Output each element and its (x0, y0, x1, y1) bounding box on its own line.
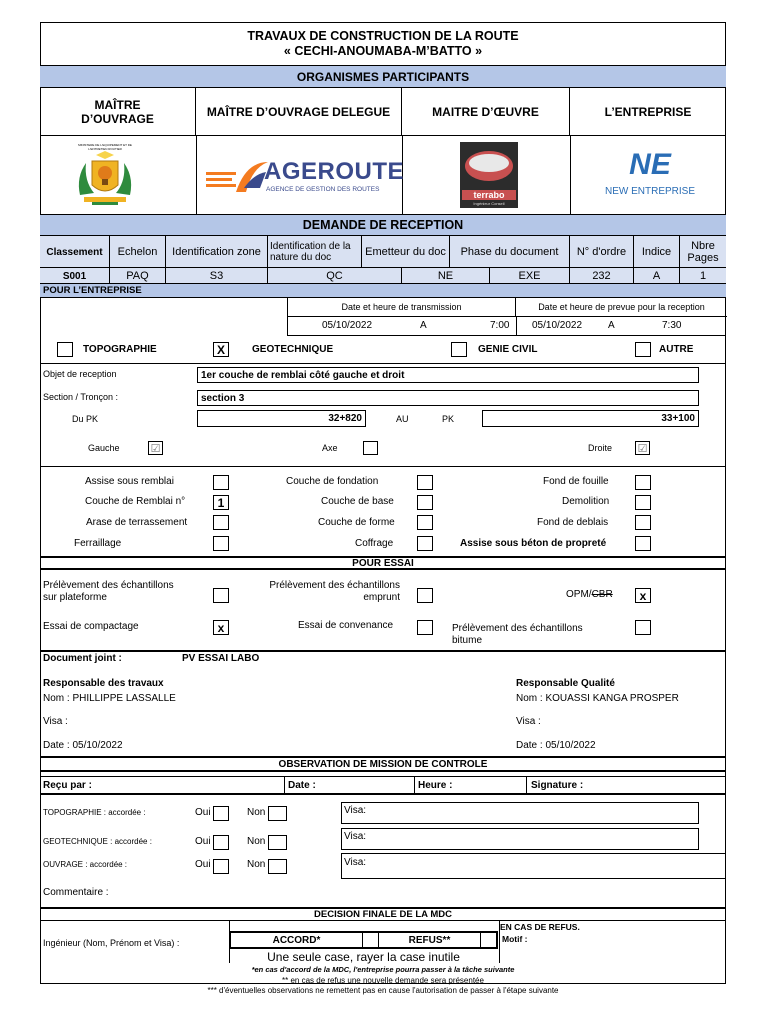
axe-label: Axe (322, 443, 338, 453)
au-label: AU (396, 414, 409, 424)
ne-mark: NE (629, 148, 671, 181)
ageroute-tagline: AGENCE DE GESTION DES ROUTES (266, 186, 380, 193)
ageroute-swoosh-icon (206, 158, 270, 196)
col-nbre-pages: Nbre Pages (687, 240, 719, 264)
val-classement: S001 (40, 268, 110, 284)
val-indice: A (634, 268, 680, 284)
col-emetteur: Emetteur du doc (362, 236, 450, 268)
topo-accordee-label: TOPOGRAPHIE : accordée : (43, 808, 146, 817)
geotechnique-label: GEOTECHNIQUE (252, 344, 334, 355)
assise-beton-checkbox[interactable] (635, 536, 651, 551)
pk-label: PK (442, 414, 455, 424)
ouvrage-non-checkbox[interactable] (268, 859, 287, 874)
prelev-bitume-checkbox[interactable] (635, 620, 651, 635)
resp-travaux-nom-value: PHILLIPPE LASSALLE (72, 693, 176, 704)
accord-label: ACCORD* (231, 933, 363, 947)
geo-oui-checkbox[interactable] (213, 835, 229, 850)
form-title (40, 22, 726, 66)
en-cas-refus-label: EN CAS DE REFUS. (500, 922, 580, 932)
objet-label: Objet de reception (43, 369, 117, 379)
val-echelon: PAQ (110, 268, 166, 284)
resp-travaux-visa: Visa : (43, 716, 68, 727)
prelev-bitume-line1: Prélèvement des échantillons (452, 623, 583, 634)
convenance-label: Essai de convenance (298, 620, 394, 631)
resp-qualite-date (516, 740, 596, 751)
genie-civil-label: GENIE CIVIL (478, 344, 538, 355)
observation-banner: OBSERVATION DE MISSION DE CONTROLE (40, 756, 726, 772)
col-classement: Classement (40, 236, 110, 268)
heure-label: Heure : (415, 777, 527, 794)
couche-forme-checkbox[interactable] (417, 515, 433, 530)
du-pk-label: Du PK (72, 414, 99, 424)
assise-sous-remblai-label: Assise sous remblai (85, 476, 174, 487)
resp-travaux-date-label: Date : (43, 740, 70, 751)
prelev-emprunt-line1: Prélèvement des échantillons (269, 580, 400, 591)
resp-travaux-nom (43, 693, 176, 704)
ouvrage-oui-label: Oui (195, 859, 211, 870)
arase-label: Arase de terrassement (86, 517, 188, 528)
fond-fouille-label: Fond de fouille (543, 476, 609, 487)
droite-label: Droite (588, 443, 613, 453)
ingenieur-label: Ingénieur (Nom, Prénom et Visa) : (43, 938, 180, 948)
prelev-plateforme-line2: sur plateforme (43, 592, 107, 603)
compactage-checkbox[interactable]: x (213, 620, 229, 635)
convenance-checkbox[interactable] (417, 620, 433, 635)
gauche-label: Gauche (88, 443, 120, 453)
resp-travaux-title: Responsable des travaux (43, 678, 164, 689)
resp-qualite-nom-label: Nom : (516, 693, 543, 704)
topographie-checkbox[interactable] (57, 342, 73, 357)
prelev-emprunt-label (260, 580, 400, 604)
genie-civil-checkbox[interactable] (451, 342, 467, 357)
resp-travaux-date (43, 740, 123, 751)
val-nbre-pages: 1 (699, 270, 707, 282)
geo-oui-label: Oui (195, 836, 211, 847)
ouvrage-non-label: Non (247, 859, 266, 870)
demande-banner: DEMANDE DE RECEPTION (40, 215, 726, 236)
signature-label: Signature : (531, 780, 584, 791)
axe-checkbox[interactable] (363, 441, 378, 455)
col-indice: Indice (634, 236, 680, 268)
transmission-a: A (420, 320, 427, 331)
terrabo-globe-icon (460, 142, 518, 188)
prevue-a: A (608, 320, 615, 331)
col-phase: Phase du document (450, 236, 570, 268)
demolition-checkbox[interactable] (635, 495, 651, 510)
val-phase: EXE (490, 268, 570, 284)
resp-qualite-visa: Visa : (516, 716, 541, 727)
title-line-2: « CECHI-ANOUMABA-M’BATTO » (283, 43, 483, 58)
essai-banner: POUR ESSAI (40, 556, 726, 570)
prelev-plateforme-checkbox[interactable] (213, 588, 229, 603)
topo-oui-checkbox[interactable] (213, 806, 229, 821)
au-pk-field[interactable]: 33+100 (482, 410, 699, 427)
couche-base-label: Couche de base (321, 496, 394, 507)
col-ordre: N° d'ordre (570, 236, 634, 268)
prelev-plateforme-label (43, 580, 174, 604)
val-nature: QC (268, 268, 402, 284)
col-echelon: Echelon (110, 236, 166, 268)
resp-travaux-date-value: 05/10/2022 (72, 740, 123, 751)
role-entreprise: L’ENTREPRISE (604, 105, 692, 119)
resp-qualite-title: Responsable Qualité (516, 678, 615, 689)
geo-accordee-label: GEOTECHNIQUE : accordée : (43, 837, 152, 846)
arase-checkbox[interactable] (213, 515, 229, 530)
val-zone: S3 (166, 268, 268, 284)
couche-remblai-label: Couche de Remblai n° (85, 496, 186, 507)
recu-par-label: Reçu par : (43, 777, 285, 794)
new-entreprise-logo (600, 148, 700, 204)
prevue-time: 7:30 (662, 320, 682, 331)
autre-checkbox[interactable] (635, 342, 651, 357)
refus-label: REFUS** (379, 933, 481, 947)
opm-cbr-label (566, 589, 613, 600)
document-joint-label: Document joint : (43, 653, 122, 664)
accord-checkbox[interactable] (363, 933, 379, 947)
terrabo-logo (460, 142, 518, 208)
droite-checkbox[interactable]: ☑ (635, 441, 650, 455)
assise-beton-label: Assise sous béton de propreté (460, 538, 607, 549)
transmission-label: Date et heure de transmission (288, 298, 516, 317)
transmission-time: 7:00 (490, 320, 510, 331)
ministere-logo (74, 144, 136, 210)
coat-of-arms-icon (74, 151, 136, 209)
topo-non-checkbox[interactable] (268, 806, 287, 821)
opm-cbr-checkbox[interactable]: x (635, 588, 651, 603)
gauche-checkbox[interactable]: ☑ (148, 441, 163, 455)
assise-sous-remblai-checkbox[interactable] (213, 475, 229, 490)
couche-forme-label: Couche de forme (318, 517, 395, 528)
ferraillage-checkbox[interactable] (213, 536, 229, 551)
ouvrage-visa-field[interactable]: Visa: (341, 853, 726, 879)
transmission-block (287, 298, 726, 336)
compactage-label: Essai de compactage (43, 621, 139, 632)
title-line-1: TRAVAUX DE CONSTRUCTION DE LA ROUTE (247, 28, 519, 43)
organismes-banner: ORGANISMES PARTICIPANTS (40, 66, 726, 88)
resp-travaux-nom-label: Nom : (43, 693, 70, 704)
autre-label: AUTRE (659, 344, 694, 355)
document-joint-value: PV ESSAI LABO (182, 653, 260, 664)
ageroute-logo (206, 158, 405, 198)
section-field[interactable]: section 3 (197, 390, 699, 406)
geo-non-checkbox[interactable] (268, 835, 287, 850)
topo-oui-label: Oui (195, 807, 211, 818)
geotechnique-checkbox[interactable]: X (213, 342, 229, 357)
resp-qualite-nom-value: KOUASSI KANGA PROSPER (545, 693, 679, 704)
prelev-plateforme-line1: Prélèvement des échantillons (43, 580, 174, 591)
cbr-struck: CBR (591, 589, 613, 600)
refus-checkbox[interactable] (481, 933, 496, 947)
couche-fondation-checkbox[interactable] (417, 475, 433, 490)
prelev-bitume-line2: bitume (452, 635, 483, 646)
ne-name: NEW ENTREPRISE (604, 186, 695, 197)
topo-visa-field[interactable]: Visa: (341, 802, 699, 824)
col-identification-zone: Identification zone (166, 236, 268, 268)
footnote-1: *en cas d'accord de la MDC, l'entreprise pourra passer à la tâche suivante (251, 964, 515, 974)
ouvrage-accordee-label: OUVRAGE : accordée : (43, 860, 128, 869)
section-label: Section / Tronçon : (43, 392, 119, 402)
terrabo-tagline: Ingénieur Conseil (473, 201, 505, 206)
demolition-label: Demolition (562, 496, 610, 507)
entreprise-banner: POUR L’ENTREPRISE (40, 284, 726, 298)
coffrage-label: Coffrage (355, 538, 394, 549)
accord-refus-box (229, 931, 498, 949)
fond-fouille-checkbox[interactable] (635, 475, 651, 490)
resp-qualite-nom (516, 693, 679, 704)
couche-fondation-label: Couche de fondation (286, 476, 379, 487)
prelev-emprunt-checkbox[interactable] (417, 588, 433, 603)
role-maitre-oeuvre: MAITRE D’ŒUVRE (402, 88, 570, 136)
prelev-bitume-label (452, 623, 583, 647)
opm-prefix: OPM/ (566, 589, 592, 600)
fond-deblais-label: Fond de deblais (537, 517, 609, 528)
du-pk-field[interactable]: 32+820 (197, 410, 366, 427)
couche-remblai-checkbox[interactable]: 1 (213, 495, 229, 510)
geo-visa-field[interactable]: Visa: (341, 828, 699, 850)
footnote-2: ** en cas de refus une nouvelle demande sera présentée (282, 975, 484, 985)
val-emetteur: NE (402, 268, 490, 284)
decision-banner: DECISION FINALE DE LA MDC (40, 907, 726, 921)
demande-values-row (40, 268, 726, 284)
date-label: Date : (285, 777, 415, 794)
recu-row (40, 776, 726, 795)
commentaire-label: Commentaire : (43, 887, 109, 898)
ministere-caption: MINISTERE DE L'EQUIPEMENT ET DE L'ENTRETIEN ROUTIER (78, 143, 132, 151)
objet-field[interactable]: 1er couche de remblai côté gauche et droit (197, 367, 699, 383)
prevue-label: Date et heure de prevue pour la reception (516, 298, 727, 317)
couche-base-checkbox[interactable] (417, 495, 433, 510)
role-maitre-ouvrage: MAÎTRE D’OUVRAGE (40, 88, 196, 136)
prevue-date: 05/10/2022 (532, 320, 583, 331)
val-ordre: 232 (570, 268, 634, 284)
motif-label: Motif : (502, 934, 528, 944)
terrabo-name: terrabo (462, 190, 516, 200)
role-maitre-ouvrage-delegue: MAÎTRE D’OUVRAGE DELEGUE (196, 88, 402, 136)
roles-row (40, 88, 726, 136)
fond-deblais-checkbox[interactable] (635, 515, 651, 530)
logos-row (40, 136, 726, 215)
ageroute-name: AGEROUTE (264, 158, 405, 185)
topo-non-label: Non (247, 807, 266, 818)
ouvrage-oui-checkbox[interactable] (213, 859, 229, 874)
transmission-date: 05/10/2022 (322, 320, 373, 331)
topographie-label: TOPOGRAPHIE (83, 344, 157, 355)
prelev-emprunt-line2: emprunt (363, 592, 400, 603)
demande-header-row (40, 236, 726, 268)
col-nature-doc: Identification de la nature du doc (268, 236, 362, 268)
resp-qualite-date-label: Date : (516, 740, 543, 751)
resp-qualite-date-value: 05/10/2022 (545, 740, 596, 751)
une-seule-case-note: Une seule case, rayer la case inutile (267, 949, 460, 964)
coffrage-checkbox[interactable] (417, 536, 433, 551)
geo-non-label: Non (247, 836, 266, 847)
footnote-3: *** d'éventuelles observations ne remettent pas en cause l'autorisation de passer à l'étape suivante (207, 985, 559, 995)
ferraillage-label: Ferraillage (74, 538, 122, 549)
